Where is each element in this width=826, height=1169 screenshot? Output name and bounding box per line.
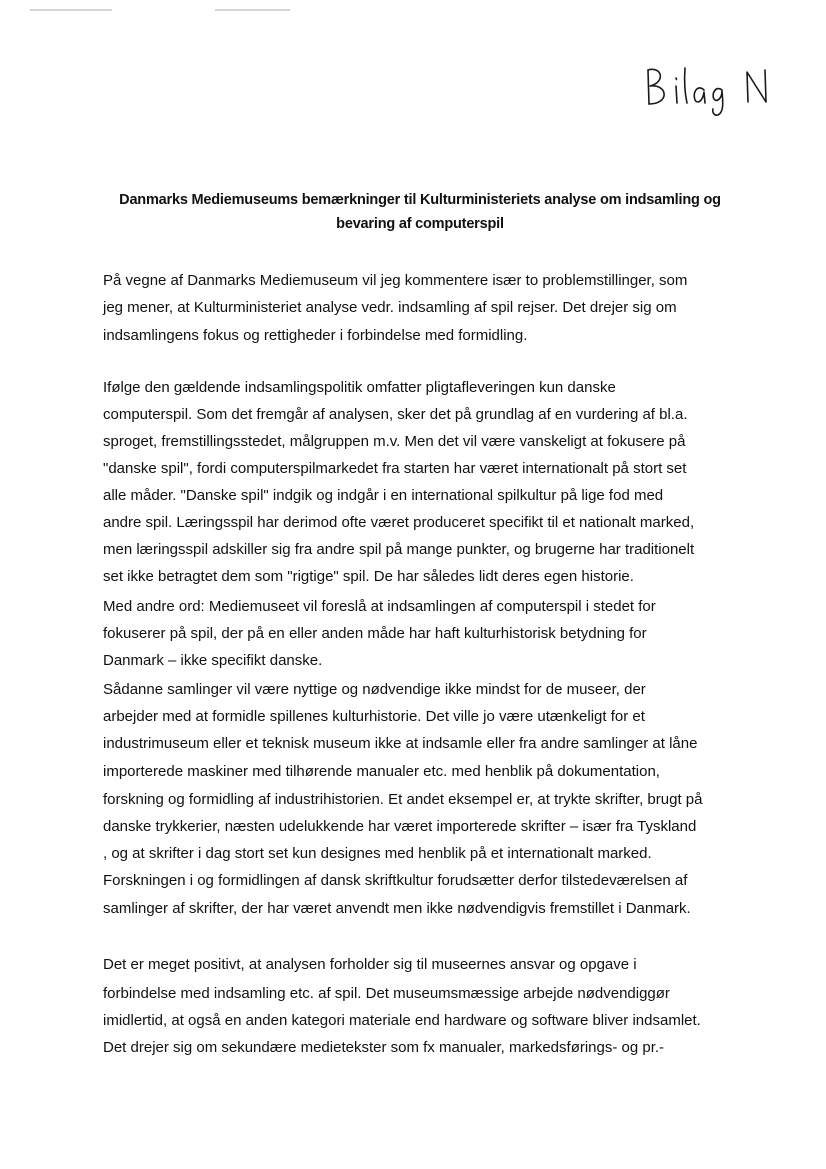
text-line: Forskningen i og formidlingen af dansk skriftkultur forudsætter derfor tilstedeværelsen af <box>103 872 688 889</box>
text-line: importerede maskiner med tilhørende manualer etc. med henblik på dokumentation, <box>103 763 660 780</box>
text-line: fokuserer på spil, der på en eller anden måde har haft kulturhistorisk betydning for <box>103 625 647 642</box>
text-line: Danmark – ikke specifikt danske. <box>103 652 323 669</box>
text-line: andre spil. Læringsspil har derimod ofte været produceret specifikt til et nationalt marked, <box>103 514 695 531</box>
text-line: indsamlingens fokus og rettigheder i forbindelse med formidling. <box>103 327 528 344</box>
text-line: computerspil. Som det fremgår af analysen, sker det på grundlag af en vurdering af bl.a. <box>103 406 688 423</box>
text-line: Ifølge den gældende indsamlingspolitik omfatter pligtafleveringen kun danske <box>103 379 616 396</box>
scan-artifact <box>30 9 112 11</box>
text-line: set ikke betragtet dem som "rigtige" spil. De har således lidt deres egen historie. <box>103 568 634 585</box>
text-line: Det er meget positivt, at analysen forholder sig til museernes ansvar og opgave i <box>103 956 637 973</box>
text-line: sproget, fremstillingsstedet, målgruppen m.v. Men det vil være vanskeligt at fokusere på <box>103 433 686 450</box>
text-line: industrimuseum eller et teknisk museum ikke at indsamle eller fra andre samlinger at låne <box>103 735 698 752</box>
text-line: forskning og formidling af industrihistorien. Et andet eksempel er, at trykte skrifter, brugt på <box>103 791 703 808</box>
text-line: , og at skrifter i dag stort set kun designes med henblik på et internationalt marked. <box>103 845 652 862</box>
text-line: Med andre ord: Mediemuseet vil foreslå at indsamlingen af computerspil i stedet for <box>103 598 656 615</box>
scan-artifact <box>215 9 290 11</box>
text-line: Sådanne samlinger vil være nyttige og nødvendige ikke mindst for de museer, der <box>103 681 646 698</box>
title-line: bevaring af computerspil <box>336 216 504 232</box>
text-line: men læringsspil adskiller sig fra andre spil på mange punkter, og brugerne har traditionelt <box>103 541 695 558</box>
text-line: "danske spil", fordi computerspilmarkedet fra starten har været internationalt på stort set <box>103 460 687 477</box>
text-line: arbejder med at formidle spillenes kulturhistorie. Det ville jo være utænkeligt for et <box>103 708 645 725</box>
text-line: På vegne af Danmarks Mediemuseum vil jeg kommentere især to problemstillinger, som <box>103 272 688 289</box>
text-line: jeg mener, at Kulturministeriet analyse vedr. indsamling af spil rejser. Det drejer sig om <box>103 299 677 316</box>
text-line: alle måder. "Danske spil" indgik og indgår i en international spilkultur på lige fod med <box>103 487 664 504</box>
text-line: Det drejer sig om sekundære medietekster som fx manualer, markedsførings- og pr.- <box>103 1039 665 1056</box>
title-line: Danmarks Mediemuseums bemærkninger til Kulturministeriets analyse om indsamling og <box>119 192 721 208</box>
text-line: samlinger af skrifter, der har været anvendt men ikke nødvendigvis fremstillet i Danmark. <box>103 900 691 917</box>
text-line: danske trykkerier, næsten udelukkende har været importerede skrifter – især fra Tyskland <box>103 818 697 835</box>
document-title <box>100 188 740 236</box>
text-line: forbindelse med indsamling etc. af spil. Det museumsmæssige arbejde nødvendiggør <box>103 985 670 1002</box>
handwritten-annotation <box>640 58 780 118</box>
handwritten-label: Bilag N <box>640 58 644 59</box>
text-line: imidlertid, at også en anden kategori materiale end hardware og software bliver indsamlet. <box>103 1012 701 1029</box>
